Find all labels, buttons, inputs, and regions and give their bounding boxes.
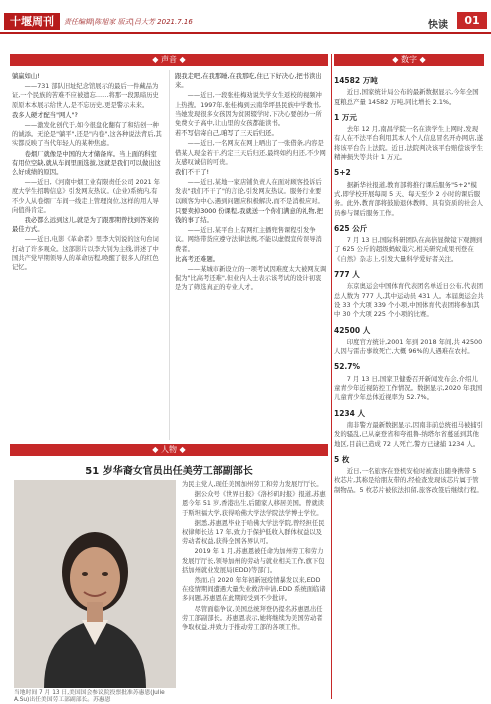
data-text: 东京奥运会中国体育代表团名单近日公布,代表团总人数为 777 人,其中运动员 431 人。本届奥运会共设 33 个大项 339 个小项,中国体育代表团将参加其中 30 个大项 225 个小项的比赛。	[334, 282, 484, 319]
number-column	[334, 70, 484, 698]
data-figure: 5 枚	[334, 454, 350, 464]
data-text: 南非警方最新数据显示,因南非前总统祖马被捕引发的骚乱,已从豪登省和夸祖鲁-纳塔尔省蔓延到其他地区,目前已造成 72 人死亡,警方已逮捕 1234 人。	[334, 420, 484, 448]
data-item	[334, 76, 484, 107]
quote-comment: ——激发化创代于,如今很盘化翻有了和结创一种的诚添。无论是"躺平",还是"内卷",这各种说法背后,其实都反映了当代年轻人的某种焦虑。	[12, 122, 162, 148]
data-figure: 14582 万吨	[334, 76, 378, 85]
data-figure: 625 公斤	[334, 223, 368, 233]
quote: 卷烟厂就像是中国的大才储备库。当上面的科室有用位空缺,就从车间里面选拔,这就是我们可以做出这么好成绩的原因。	[12, 150, 161, 177]
voice-column-right	[175, 72, 327, 440]
quote: 我多人硬才配当"网人"?	[12, 111, 78, 119]
person-band: ◆ 人物 ◆	[10, 444, 328, 456]
data-item	[334, 326, 484, 357]
quote-comment: ——近日,电影《革命者》里李大钊说的这句台词打动了许多观众。这部影片以李大钊为主线,讲述了中国共产党早期领导人的革命历程,唤醒了很多人的红色记忆。	[12, 236, 159, 272]
data-figure: 5+2	[334, 168, 351, 178]
article-paragraph: 据悉,苏惠恩毕业于哈佛大学法学院,曾经担任民权律师长达 17 年,致力于保护低收入群体权益以及劳动者权益,获得全国各界认可。	[182, 519, 325, 546]
quote: 只要卖掉3000 份课程,我就送一个你们满意的礼物,把钱的事了结。	[175, 207, 323, 225]
article-paragraph: 2019 年 1 月,苏惠恩被任命为加州劳工和劳力发展厅厅长,领导加州的劳动与就业相关工作,旗下包括加州就业发展局(EDD)等部门。	[182, 548, 325, 574]
quote-comment: ——近日,一名网友在网上晒出了一张借条,内容是借某人现金若干,约定三天后归还,最终如约归还,不少网友感叹诚信的可贵。	[175, 140, 326, 166]
quote-comment: ——近日,某地一家店铺负责人在面对顾客投诉后发表"我们不干了"的言论,引发网友热议。服务行业要以顾客为中心,遇到问题应积极解决,而不是消极应对。	[175, 179, 324, 205]
person-article	[182, 480, 328, 698]
article-paragraph: 然而,自 2020 年年初新冠疫情暴发以来,EDD 在疫情期间遭遇大量失业救济申请,EDD 系统面临诸多问题,苏惠恩在此期间受到不少批评。	[182, 577, 326, 603]
photo-caption: 当地时间 7 月 13 日,美国国会参议院投票批准苏惠恩(Julie A.Su)出任美国劳工部副部长。苏惠恩	[14, 690, 165, 703]
article-paragraph: 为民主党人,现任美国加州劳工和劳力发展厅厅长。	[182, 481, 323, 488]
data-item	[334, 224, 484, 264]
masthead	[0, 0, 491, 34]
data-text: 7 月 13 日,国际科研团队在高倍显微镜下观测到了 625 公斤的超级蚂蚁巢穴,相关研究成果刊登在《自然》杂志上,引发大量科学爱好者关注。	[334, 236, 483, 263]
quote-comment: ——731 部队旧址纪念馆展示的最后一件藏品为证,一个民族的苦难不应被遗忘……将那一段黑暗历史原原本本展示给世人,是不忘历史,更是警示未来。	[12, 83, 159, 109]
data-text: 去年 12 月,南昌学院一名在读学生上网时,发现有人在不法平台利用其本人个人信息冒名开办网店,遂将该平台告上法院。近日,法院判决该平台赔偿该学生精神损失等共计 1 万元。	[334, 125, 484, 162]
data-text: 据新华社报道,教育部将推行课后服务"5+2"模式,即学校开展每周 5 天、每天至少 2 小时的课后服务。此外,教育部将鼓励退休教师、具有资质的社会人员参与课后服务工作。	[334, 180, 484, 217]
data-text: 印度官方统计,2001 年到 2018 年间,共 42500 人因与雷击事故死亡,大概 96%的人遇难在农村。	[334, 337, 483, 356]
data-text: 近日,一名旅客在登机安检时被查出随身携带 5 枚芯片,其称是给朋友带的,经检查发现该芯片属于管制物品。5 枚芯片被依法扣留,旅客改签后继续行程。	[334, 467, 483, 494]
article-paragraph: 据公众号《世界日报》《洛杉矶时报》报道,苏惠恩今年 51 岁,香港出生,后随家人移居美国。曾就读于斯坦福大学,获得哈佛大学法学院法学博士学位。	[182, 491, 326, 517]
quote: 比高考还难题。	[175, 255, 220, 263]
data-text: 近日,国家统计局公布的最新数据显示,今年全国夏粮总产量 14582 万吨,同比增长 2.1%。	[334, 88, 479, 106]
quote: 我们不干了!	[175, 169, 210, 177]
quote: 躺赢如山!	[12, 73, 40, 80]
editor-info: 责任编辑|陈旭家 版式|吕大芳 2021.7.16	[64, 18, 193, 26]
data-figure: 1 万元	[334, 112, 357, 122]
quote-comment: ——近日,某平台上有网红主播兜售课程引发争议。网络带货应遵守法律法规,不能以虚假宣传误导消费者。	[175, 227, 322, 253]
data-figure: 1234 人	[334, 408, 365, 418]
data-item	[334, 113, 484, 162]
voice-band: ◆ 声音 ◆	[10, 54, 328, 66]
data-figure: 777 人	[334, 270, 360, 280]
number-band: ◆ 数字 ◆	[334, 54, 484, 66]
page-number: 01	[457, 12, 487, 29]
data-figure: 42500 人	[334, 325, 371, 335]
person-headline: 51 岁华裔女官员出任美劳工部副部长	[85, 466, 253, 477]
quote-comment: ——近日,一段张桂梅劝说失学女生返校的视频冲上热搜。1997年,张桂梅到云南华坪县民族中学教书,当她发现很多女孩因为贫困辍学时,下决心要创办一所免费女子高中,让山里的女孩都能读书。	[175, 92, 322, 128]
masthead-rule	[0, 32, 491, 34]
article-paragraph: 尽管面临争议,美国总统拜登仍提名苏惠恩出任劳工部副部长。苏惠恩表示,她将继续为美国劳动者争取权益,并致力于推动劳工部的各项工作。	[182, 605, 323, 632]
portrait-photo	[14, 480, 176, 688]
quote: 我必都么远到这儿,就是为了跟那期曾找到答案的最佳方式。	[12, 217, 159, 234]
quote: 跟我走吧,在我那睡,在我那吃,住已下好决心,把书读出来。	[175, 73, 322, 90]
data-item	[334, 455, 484, 495]
quote-comment: ——近日,《河南中烟工业有限责任公司 2021 年度大学生招聘信息》引发网友热议。(企业)系统内,有不少人从卷烟厂车间一线走上管理岗位,这样的用人导向值得肯定。	[12, 179, 160, 214]
section-title: 快读	[428, 20, 448, 31]
data-item	[334, 362, 484, 402]
data-item	[334, 270, 484, 319]
voice-column-left	[12, 72, 162, 440]
data-item	[334, 409, 484, 449]
quote-comment: ——某城市新设立的一项考试因难度太大被网友调侃为"比高考还难",但业内人士表示该考试的设计初衷是为了筛选真正的专业人才。	[175, 266, 327, 292]
voice-divider	[169, 70, 170, 440]
portrait-illustration	[14, 480, 176, 688]
data-figure: 52.7%	[334, 362, 361, 372]
quote: 若不写信寄自己,咱写了三天后归还。	[175, 130, 278, 138]
data-text: 7 月 13 日,国家卫健委召开新闻发布会,介绍儿童青少年近视防控工作情况。数据显示,2020 年我国儿童青少年总体近视率为 52.7%。	[334, 374, 483, 402]
data-item	[334, 168, 484, 217]
paper-logo: 十堰周刊	[4, 13, 60, 30]
column-divider	[331, 54, 332, 699]
